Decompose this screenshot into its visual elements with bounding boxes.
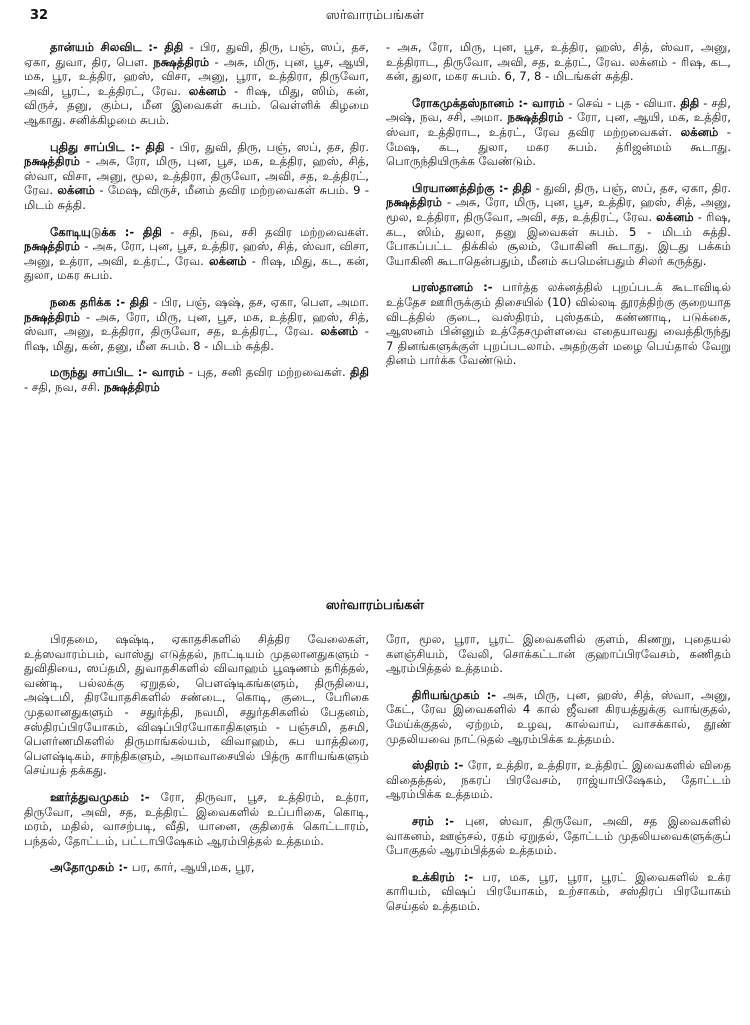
keyword-text: திரியங்முகம் :- [412,687,504,702]
keyword-text: லக்னம் [208,253,247,268]
keyword-text: நக்ஷத்திரம் [153,54,210,69]
keyword-text: நக்ஷத்திரம் [24,154,80,169]
paragraph [386,688,731,746]
paragraph [386,40,731,84]
body-text: பிரதமை, ஷஷ்டி, ஏகாதசிகளில் சித்திர வேலைகள், உத்ஸவாரம்பம், வாஸ்து எடுத்தல், நாட்டியம் முதலானதுகளும் - துவிதியை, ஸப்தமி, துவாதசிகளில் விவாஹம் பூஷணம் தரித்தல், வண்டி, பல்லக்கு ஏறுதல், பௌஷ்டிகங்களும், திருதியை, அஷ்டமி, திரயோதசிகளில் சண்டை, கொடி, குடை, பேரிகை முதலானதுகளும் - சதுர்த்தி, நவமி, சதுர்தசிகளில் பேதனம், சஸ்திரப்பிரயோகம், விஷப்பிரயோகாதிகளும் - பஞ்சமி, தசமி, பௌர்ணமிகளில் திருமாங்கல்யம், விவாஹம், சுப யாத்திரை, பௌஷ்டிகம், சாந்திகளும், அமாவாசையில் பித்ரு காரியங்களும் செய்யத் தக்கது. [24,632,369,778]
body-text: அசு, மிரு, புன, ஹஸ், சித், ஸ்வா, அனு, கேட், ரேவ இவைகளில் 4 கால் ஜீவன கிரயத்துக்கு வாங்குதல், மேய்க்குதல், ஏற்றம், உழவு, கால்வாய், வாசக்கால், தூண் முதலியவை நாட்டுதல் ஆரம்பிக்க உத்தமம். [386,687,731,746]
keyword-text: ஊர்த்துவமுகம் :- [50,789,161,804]
keyword-text: நக்ஷத்திரம் [386,195,442,210]
body-text: - பிர, பஞ், ஷஷ், தச, ஏகா, பௌ, அமா. [148,294,369,309]
keyword-text: திதி [129,294,149,309]
keyword-text: திதி [164,40,184,54]
body-text: ரோ, உத்திர, உத்திரா, உத்திரட் இவைகளில் விதை விதைத்தல், நகரப் பிரவேசம், ராஜ்யாபிஷேகம், தோட்டம் ஆரம்பிக்க உத்தமம். [386,758,731,802]
keyword-text: நக்ஷத்திரம் [24,309,80,324]
paragraph [24,632,369,778]
keyword-text: நகை தரிக்க :- [50,294,130,309]
body-text: - ரிஷ, மிது, கன், தனு, மீன சுபம். 8 - மிடம் சுத்தி. [24,324,369,353]
paragraph [24,225,369,283]
paragraph [386,96,731,169]
paragraph [386,280,731,368]
keyword-text: லக்னம் [656,209,694,224]
body-text: - மேஷ, கட, துலா, மகர சுபம். த்ரிஜன்மம் கூடாது. பொருந்தியிருக்க வேண்டும். [386,124,731,169]
body-text: - ரோ, புன, ஆயி, மக, உத்திர, ஸ்வா, உத்திராட, உத்ரட், ரேவ தவிர மற்றவைகள். [386,110,731,139]
page-number: 32 [30,8,49,23]
body-text: - செவ் - புத - வியா. [564,95,681,110]
section-title: ஸர்வாரம்பங்கள் [325,598,425,613]
body-text: - ரிஷ, மிது, கட, கன், துலா, மகர சுபம். [24,253,369,283]
body-text: - ரிஷ, மிது, ஸிம், கன், விருச், தனு, கும்ப, மீன இவைகள் சுபம். வெள்ளிக் கிழமை ஆகாது. சனிக்கிழமை சுபம். [24,83,369,127]
body-text: - சதி, அஷ், நவ, சசி, அமா. [386,95,731,125]
keyword-text: கோடியுடுக்க :- [50,224,143,239]
keyword-text: பரஸ்தானம் :- [412,280,503,295]
paragraph [386,181,731,269]
paragraph [24,295,369,353]
keyword-text: நக்ஷத்திரம் [103,379,160,394]
body-text: பார்த்த லக்னத்தில் புறப்படக் கூடாவிடில் உத்தேச ஊரிருக்கும் திசையில் (10) வில்லடி தூரத்திற்கு குறையாத விடத்தில் குடை, வஸ்திரம், புஸ்தகம், கண்ணாடி, படுக்கை, ஆஸனம் பின்னும் உத்தேசமுள்ளவை எதையாவது வைத்திருந்து 7 தினங்களுக்குள் புறப்படலாம். அதற்குள் மழை பெய்தால் வேறு தினம் பார்க்க வேண்டும். [386,280,731,368]
body-text: - ரிஷ, கட, ஸிம், துலா, தனு இவைகள் சுபம். 5 - மிடம் சுத்தி. போகப்பட்ட திக்கில் சூலம், யோகினி கூடாது. இடது பக்கம் யோகினி கூடாதென்பதும், மீனம் சுபமென்பதும் சிலர் கருத்து. [386,209,731,268]
keyword-text: லக்னம் [57,183,95,198]
keyword-text: திதி [142,224,162,239]
keyword-text: லக்னம் [188,83,227,98]
keyword-text: அதோமுகம் :- [50,860,132,875]
body-text: - அசு, ரோ, மிரு, புன, பூச, உத்திர, ஹஸ், சித், அனு, மூல, உத்திரா, திருவோ, அவி, சத, உத்திரட், ரேவ. [386,195,731,224]
keyword-text: திதி [512,180,532,195]
paragraph [24,860,369,875]
keyword-text: நக்ஷத்திரம் [507,110,564,125]
top-left-column [24,40,369,406]
body-text: - பிர, துவி, திரு, பஞ், ஸப், தச, திர. [164,139,369,154]
keyword-text: வாரம் [532,95,565,110]
keyword-text: சரம் :- [412,813,466,828]
keyword-text: மருந்து சாப்பிட :- [50,365,152,380]
page-header [0,0,750,32]
body-text: பர, மக, பூர, பூரா, பூரட் இவைகளில் உக்ர காரியம், விஷப் பிரயோகம், உற்சாகம், சஸ்திரப் பிரயோகம் செய்தல் உத்தமம். [386,869,731,913]
paragraph [386,758,731,802]
keyword-text: பிரயாணத்திற்கு :- [412,180,513,195]
body-text: - மேஷ, விருச், மீனம் தவிர மற்றவைகள் சுபம். 9 - மிடம் சுத்தி. [24,183,370,212]
keyword-text: லக்னம் [680,124,719,139]
body-text: - அசு, ரோ, மிரு, புன, பூச, மக, உத்திர, ஹஸ், சித், ஸ்வா, அனு, உத்திரா, திருவோ, சத, உத்திரட், ரேவ. [24,309,369,339]
keyword-text: நக்ஷத்திரம் [24,239,80,254]
keyword-text: திதி [145,139,165,154]
body-text: பர, கார், ஆயி,மக, பூர, [131,860,255,875]
body-text: - அசு, மிரு, புன, பூச, ஆயி, மக, பூர, உத்திர, ஹஸ், விசா, அனு, பூரா, உத்திரா, திருவோ, அவி, பூரட், உத்திரட், ரேவ. [24,54,369,98]
body-text: - சதி, நவ, சசி தவிர மற்றவைகள். [161,224,369,239]
body-text: ரோ, திருவா, பூச, உத்திரம், உத்ரா, திருவோ, அவி, சத, உத்திரட் இவைகளில் உப்பரிகை, கொடி, மரம், மதில், வாசற்படி, வீதி, யானை, குதிரைக் கொட்டாரம், பந்தல், தோட்டம், பட்டாபிஷேகம் ஆரம்பித்தல் உத்தமம். [24,789,369,848]
paragraph [386,870,731,914]
body-text: புன, ஸ்வா, திருவோ, அவி, சத இவைகளில் வாகனம், ஊஞ்சல், ரதம் ஏறுதல், தோட்டம் முதலியவைகளுக்குப் போகுதல் ஆரம்பித்தல் உத்தமம். [386,813,731,858]
body-text: - அசு, ரோ, மிரு, புன, பூச, உத்திர, ஹஸ், சித், ஸ்வா, அனு, உத்திராட, திருவோ, அவி, சத, உத்ரட், ரேவ. லக்னம் - ரிஷ, கட, கன், துலா, மகர சுபம். 6, 7, 8 - மிடங்கள் சுத்தி. [386,40,731,84]
keyword-text: ஸ்திரம் :- [412,758,468,773]
paragraph [24,365,369,394]
paragraph [386,814,731,858]
keyword-text: வாரம் [151,365,185,380]
body-text: - சதி, நவ, சசி. [24,379,104,394]
bottom-right-column [386,632,731,926]
bottom-left-column [24,632,369,887]
paragraph [24,40,369,128]
paragraph [24,790,369,848]
keyword-text: உக்கிரம் :- [412,869,483,884]
keyword-text: திதி [350,365,369,380]
paragraph [24,140,369,213]
body-text: - அசு, ரோ, புன, பூச, உத்திர, ஹஸ், சித், ஸ்வா, விசா, அனு, உத்ரா, அவி, உத்ரட், ரேவ. [24,239,369,268]
keyword-text: தான்யம் சிலவிட :- [50,40,165,54]
keyword-text: ரோகமுக்தஸ்நானம் :- [412,95,533,110]
body-text: - அசு, ரோ, மிரு, புன, பூச, மக, உத்திர, ஹஸ், சித், ஸ்வா, விசா, அனு, மூல, உத்திரா, திருவோ, அவி, சத, உத்திரட், ரேவ. [24,154,369,198]
body-text: - பிர, துவி, திரு, பஞ், ஸப், தச, ஏகா, துவா, திர, பௌ. [24,40,369,69]
body-text: - புத, சனி தவிர மற்றவைகள். [184,365,350,380]
body-text: ரோ, மூல, பூரா, பூரட் இவைகளில் குளம், கிணறு, புதையல் களஞ்சியம், வேலி, சொக்கட்டான் குஹாப்பிரவேசம், கணிதம் ஆரம்பித்தல் உத்தமம். [386,632,731,676]
top-right-column [386,40,731,380]
running-title: ஸர்வாரம்பங்கள் [325,8,425,23]
keyword-text: திதி [680,95,700,110]
keyword-text: புதிது சாப்பிட :- [50,139,146,154]
paragraph [386,632,731,676]
body-text: - துவி, திரு, பஞ், ஸப், தச, ஏகா, திர. [531,180,732,195]
keyword-text: லக்னம் [320,324,359,339]
